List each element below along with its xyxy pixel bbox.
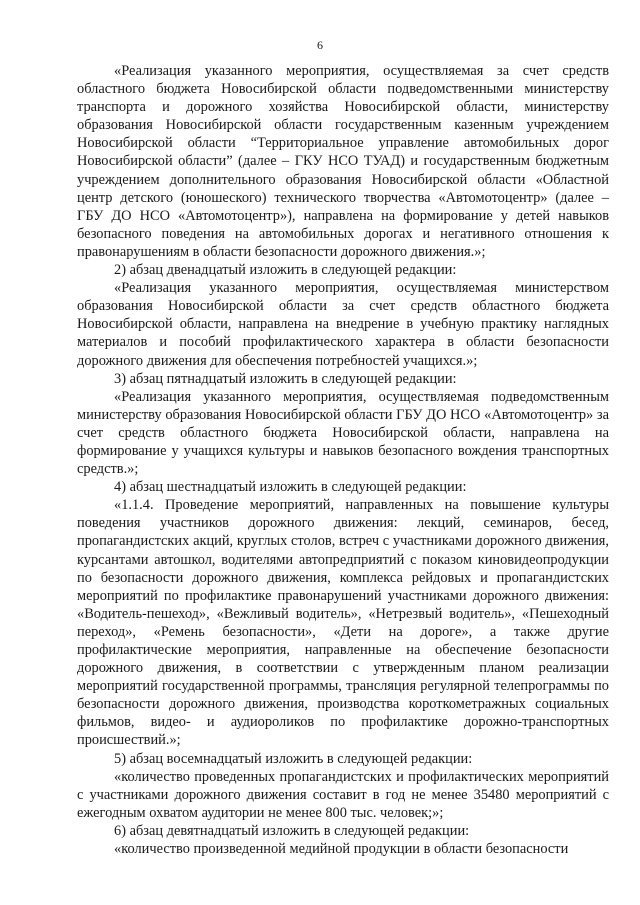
paragraph-8: 5) абзац восемнадцатый изложить в следующей редакции:: [114, 750, 473, 767]
paragraph-11: «количество произведенной медийной продукции в области безопасности: [114, 841, 569, 858]
paragraph-3: «Реализация указанного мероприятия, осуществляемая министерством образования Новосибирской области за счет средств областного бюджета Новосибирской области, направлена на внедрение в учебную практику наглядных материалов и пособий профилактического характера в области безопасности дорожного движения для обеспечения потребностей учащихся.»;: [77, 280, 609, 369]
paragraph-10: 6) абзац девятнадцатый изложить в следующей редакции:: [114, 822, 470, 839]
paragraph-9: «количество проведенных пропагандистских и профилактических мероприятий с участниками дорожного движения составит в год не менее 35480 мероприятий с ежегодным охватом аудитории не менее 800 тыс. человек;»;: [77, 768, 609, 821]
paragraph-1: «Реализация указанного мероприятия, осуществляемая за счет средств областного бюджета Новосибирской области подведомственными министерству транспорта и дорожного хозяйства Новосибирской области, министерству образования Новосибирской области государственным казенным учреждением Новосибирской области “Территориальное управление автомобильных дорог Новосибирской области” (далее – ГКУ НСО ТУАД) и государственным бюджетным учреждением дополнительного образования Новосибирской области «Областной центр детского (юношеского) технического творчества «Автомотоцентр» (далее – ГБУ ДО НСО «Автомотоцентр»), направлена на формирование у детей навыков безопасного поведения на автомобильных дорогах и негативного отношения к правонарушениям в области безопасности дорожного движения.»;: [77, 63, 609, 260]
paragraph-6: 4) абзац шестнадцатый изложить в следующей редакции:: [114, 479, 467, 496]
document-body: [77, 62, 609, 858]
paragraph-2: 2) абзац двенадцатый изложить в следующей редакции:: [114, 262, 457, 279]
page-number: 6: [317, 38, 323, 52]
paragraph-5: «Реализация указанного мероприятия, осуществляемая подведомственным министерству образования Новосибирской области ГБУ ДО НСО «Автомотоцентр» за счет средств областного бюджета Новосибирской области, направлена на формирование у учащихся культуры и навыков безопасного вождения транспортных средств.»;: [77, 388, 609, 478]
paragraph-4: 3) абзац пятнадцатый изложить в следующей редакции:: [114, 370, 457, 387]
paragraph-7: «1.1.4. Проведение мероприятий, направленных на повышение культуры поведения участников дорожного движения: лекций, семинаров, бесед, пропагандистских акций, круглых столов, встреч с участниками дорожного движения, курсантами автошкол, водителями автопредприятий с показом киновидеопродукции по безопасности дорожного движения, комплекса рейдовых и пропагандистских мероприятий по профилактике правонарушений участниками дорожного движения: «Водитель-пешеход», «Вежливый водитель», «Нетрезвый водитель», «Пешеходный переход», «Ремень безопасности», «Дети на дороге», а также другие профилактические мероприятия, направленные на обеспечение безопасности дорожного движения, в соответствии с утвержденным планом реализации мероприятий государственной программы, трансляция регулярной телепрограммы по безопасности дорожного движения, производства короткометражных социальных фильмов, видео- и аудиороликов по профилактике дорожно-транспортных происшествий.»;: [77, 497, 609, 749]
